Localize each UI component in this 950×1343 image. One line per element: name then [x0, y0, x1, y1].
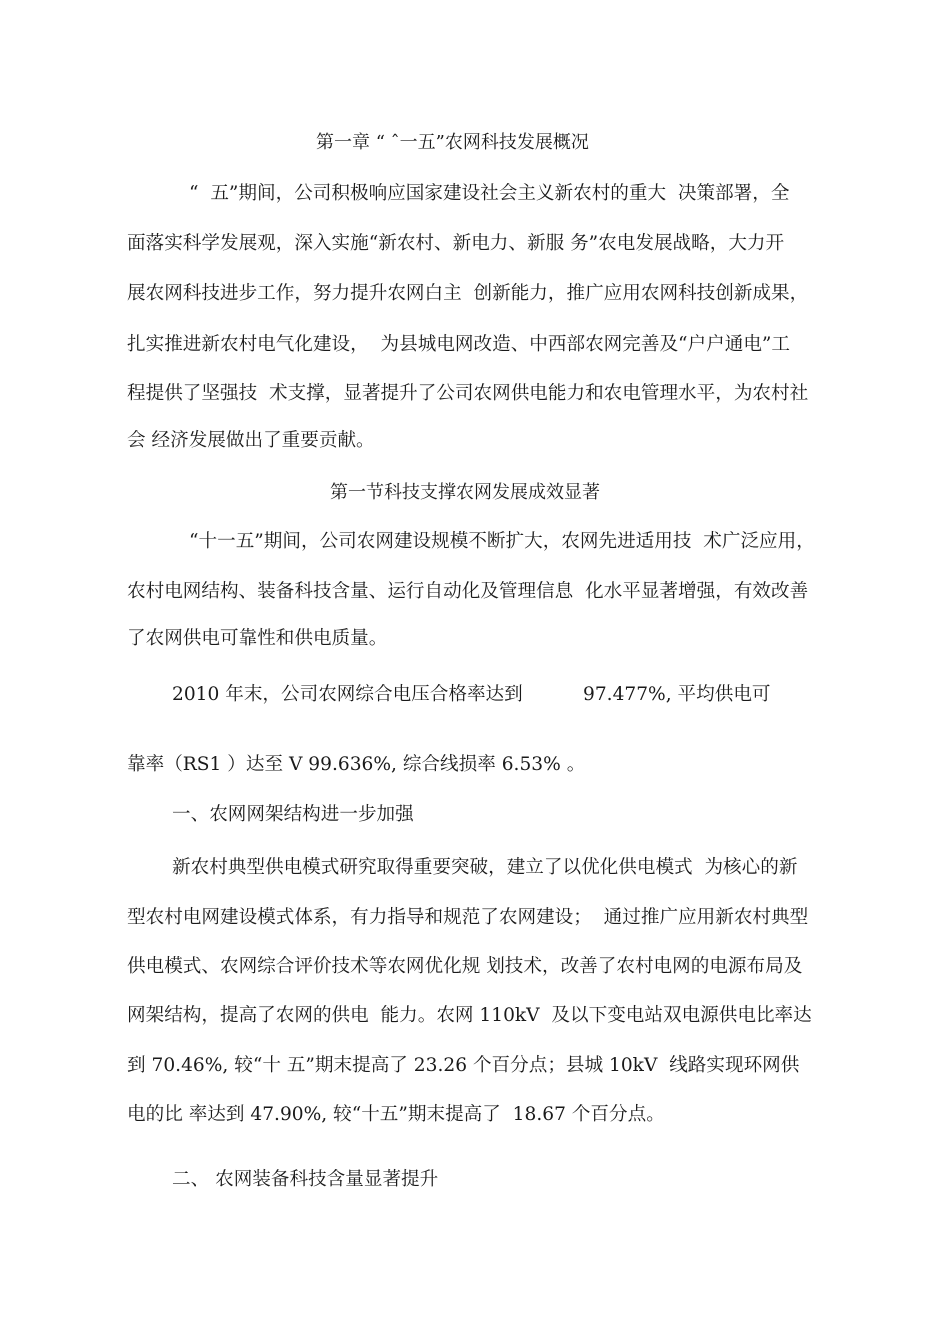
stats-line-2: 靠率（RS1 ）达至 V 99.636%, 综合线损率 6.53% 。 [127, 754, 586, 775]
section-intro-line-1: “十一五”期间，公司农网建设规模不断扩大，农网先进适用技 术广泛应用， [189, 531, 815, 552]
section-title: 第一节科技支撑农网发展成效显著 [330, 482, 600, 503]
intro-line-1: “ 五”期间，公司积极响应国家建设社会主义新农村的重大 决策部署，全 [189, 183, 790, 204]
subsection-1-line-6: 电的比 率达到 47.90%, 较“十五”期末提高了 18.67 个百分点。 [127, 1104, 665, 1125]
subsection-1-line-1: 新农村典型供电模式研究取得重要突破，建立了以优化供电模式 为核心的新 [172, 857, 798, 878]
subsection-1-line-4: 网架结构，提高了农网的供电 能力。农网 110kV 及以下变电站双电源供电比率达 [127, 1005, 812, 1026]
section-intro-line-3: 了农网供电可靠性和供电质量。 [127, 628, 388, 649]
subsection-1-line-3: 供电模式、农网综合评价技术等农网优化规 划技术，改善了农村电网的电源布局及 [127, 956, 803, 977]
subsection-1-line-2: 型农村电网建设模式体系，有力指导和规范了农网建设； 通过推广应用新农村典型 [127, 907, 809, 928]
stats-line-1-right: 97.477%, 平均供电可 [583, 684, 771, 705]
intro-line-4: 扎实推进新农村电气化建设， 为县城电网改造、中西部农网完善及“户户通电”工 [127, 334, 791, 355]
subsection-1-title: 一、农网网架结构进一步加强 [172, 804, 414, 825]
intro-line-2: 面落实科学发展观，深入实施“新农村、新电力、新服 务”农电发展战略，大力开 [127, 233, 785, 254]
intro-line-6: 会 经济发展做出了重要贡献。 [127, 430, 375, 451]
stats-line-1-left: 2010 年末，公司农网综合电压合格率达到 [172, 684, 523, 705]
intro-line-5: 程提供了坚强技 术支撑，显著提升了公司农网供电能力和农电管理水平，为农村社 [127, 383, 809, 404]
intro-line-3: 展农网科技进步工作，努力提升农网白主 创新能力，推广应用农网科技创新成果， [127, 283, 809, 304]
chapter-title: 第一章 “ ˆ一五”农网科技发展概况 [316, 132, 589, 153]
subsection-2-title: 二、 农网装备科技含量显著提升 [172, 1169, 439, 1190]
section-intro-line-2: 农村电网结构、装备科技含量、运行自动化及管理信息 化水平显著增强，有效改善 [127, 581, 809, 602]
subsection-1-line-5: 到 70.46%, 较“十 五”期末提高了 23.26 个百分点；县城 10kV 线路实现环网供 [127, 1055, 800, 1076]
